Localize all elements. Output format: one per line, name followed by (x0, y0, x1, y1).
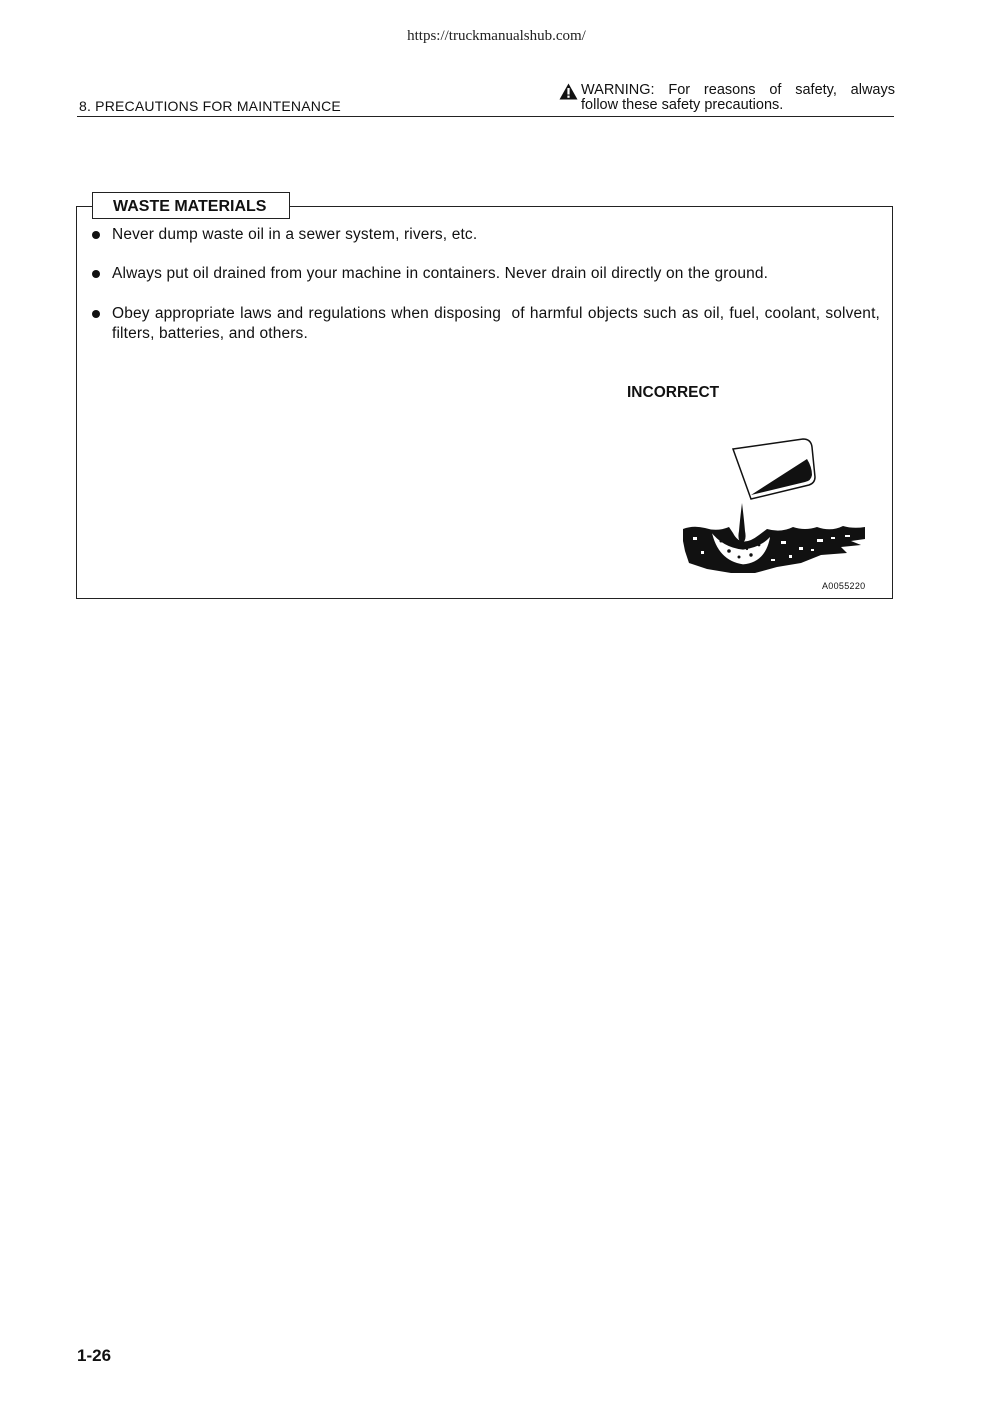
waste-materials-box (76, 198, 893, 599)
oil-dumping-illustration (681, 437, 871, 579)
bullet-list (77, 225, 892, 344)
figure-label: INCORRECT (627, 384, 720, 401)
page-header (77, 82, 894, 117)
warning-line-2: follow these safety precautions. (581, 97, 784, 113)
bullet-dot-icon (92, 231, 100, 239)
list-item (77, 225, 892, 245)
warning-line-1: WARNING: For reasons of safety, always (581, 82, 895, 98)
bullet-dot-icon (92, 270, 100, 278)
bullet-dot-icon (92, 310, 100, 318)
bullet-text: Obey appropriate laws and regulations when disposing of harmful objects such as oil, fuel, coolant, solvent, filters, batteries, and others. (112, 305, 885, 342)
bullet-text: Always put oil drained from your machine in containers. Never drain oil directly on the ground. (112, 265, 769, 282)
bullet-text: Never dump waste oil in a sewer system, rivers, etc. (112, 226, 478, 243)
list-item (77, 304, 892, 344)
section-title: 8. PRECAUTIONS FOR MAINTENANCE (79, 98, 341, 114)
source-url: https://truckmanualshub.com/ (407, 28, 586, 44)
ground-icon (683, 526, 865, 573)
oil-container-icon (733, 439, 815, 499)
figure-code: A0055220 (822, 581, 866, 591)
warning-notice (559, 83, 895, 113)
warning-triangle-icon (559, 83, 578, 100)
list-item (77, 264, 892, 284)
box-title: WASTE MATERIALS (92, 192, 290, 219)
page-number: 1-26 (77, 1346, 112, 1365)
